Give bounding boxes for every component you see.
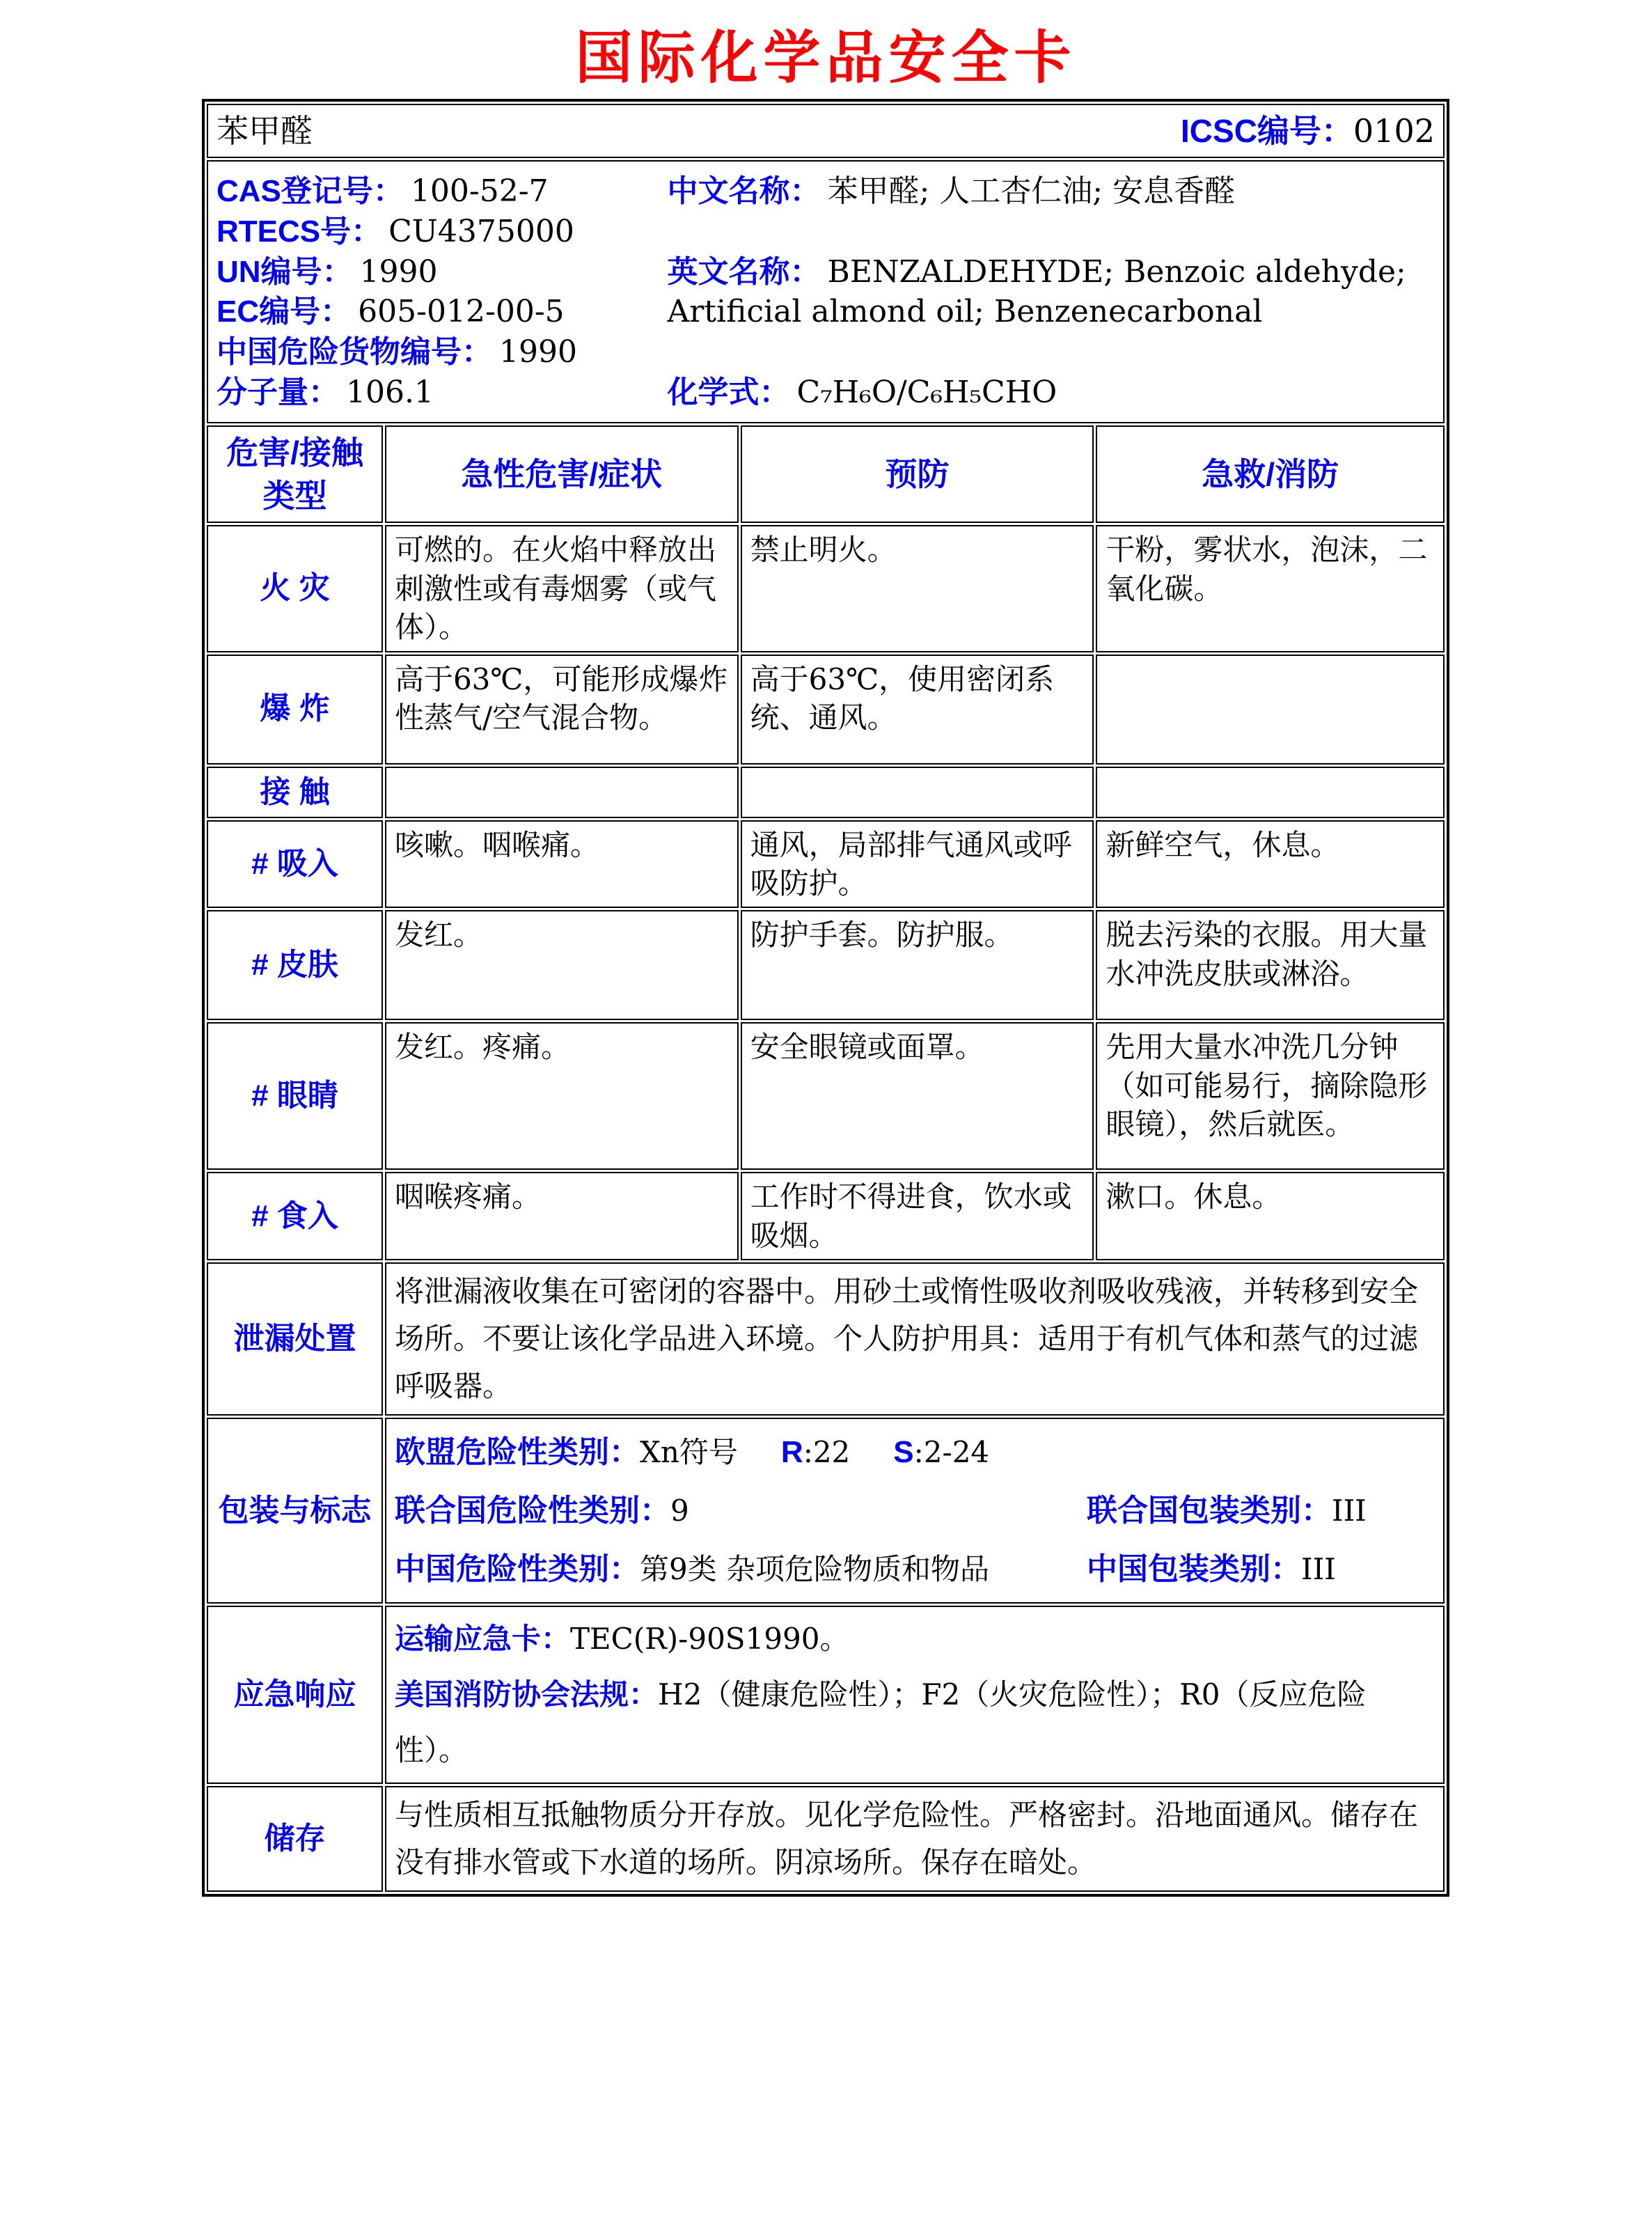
packaging-labelling-label: 包装与标志 bbox=[207, 1418, 383, 1604]
china-dangerous-goods-number-line bbox=[217, 332, 668, 372]
hazard-header-row bbox=[207, 425, 1445, 523]
packaging-labelling-content bbox=[385, 1418, 1445, 1604]
china-dangerous-goods-number-label: 中国危险货物编号： bbox=[217, 335, 492, 369]
name-cell bbox=[207, 104, 1445, 158]
spill-disposal-row bbox=[207, 1262, 1445, 1416]
icsc-number-value: 0102 bbox=[1353, 111, 1435, 150]
nfpa-code-label: 美国消防协会法规： bbox=[394, 1678, 658, 1711]
identification-columns bbox=[217, 171, 1435, 412]
chemical-formula-label: 化学式： bbox=[667, 375, 790, 409]
explosion-row-label: 爆 炸 bbox=[207, 655, 383, 765]
emergency-response-row bbox=[207, 1606, 1445, 1783]
un-hazard-class-value: 9 bbox=[670, 1494, 689, 1528]
header-prevention: 预防 bbox=[741, 425, 1094, 523]
page-title: 国际化学品安全卡 bbox=[575, 26, 1077, 90]
skin-prevention-cell: 防护手套。防护服。 bbox=[741, 910, 1094, 1020]
header-acute-hazards-symptoms: 急性危害/症状 bbox=[385, 425, 739, 523]
r-phrase-value: :22 bbox=[803, 1435, 851, 1470]
china-class-line bbox=[395, 1540, 1435, 1599]
icsc-card-table bbox=[202, 99, 1449, 1897]
name-flex bbox=[217, 110, 1435, 152]
nfpa-code-line bbox=[395, 1667, 1435, 1778]
explosion-symptoms-cell: 高于63℃，可能形成爆炸性蒸气/空气混合物。 bbox=[385, 655, 739, 765]
china-packing-group bbox=[1087, 1540, 1435, 1599]
fire-firstaid-cell: 干粉，雾状水，泡沫，二氧化碳。 bbox=[1096, 525, 1445, 652]
eyes-prevention-cell: 安全眼镜或面罩。 bbox=[741, 1022, 1094, 1170]
inhalation-firstaid-cell: 新鲜空气，休息。 bbox=[1096, 820, 1445, 909]
rtecs-number-label: RTECS号： bbox=[217, 214, 382, 249]
hazard-row-eyes bbox=[207, 1022, 1445, 1170]
hazard-row-contact bbox=[207, 767, 1445, 818]
name-row bbox=[207, 104, 1445, 158]
rtecs-number-line bbox=[217, 212, 668, 251]
ingestion-firstaid-cell: 漱口。休息。 bbox=[1096, 1172, 1445, 1260]
ec-number-label: EC编号： bbox=[217, 295, 352, 329]
ingestion-prevention-cell: 工作时不得进食，饮水或吸烟。 bbox=[741, 1172, 1094, 1260]
fire-prevention-cell: 禁止明火。 bbox=[741, 525, 1094, 652]
skin-symptoms-cell: 发红。 bbox=[385, 910, 739, 1020]
identification-right-column bbox=[668, 171, 1435, 412]
storage-row bbox=[207, 1786, 1445, 1892]
ec-number-value: 605-012-00-5 bbox=[358, 294, 565, 330]
un-hazard-class-label: 联合国危险性类别： bbox=[394, 1494, 670, 1528]
chemical-formula-value: C₇H₆O/C₆H₅CHO bbox=[796, 374, 1057, 410]
substance-name: 苯甲醛 bbox=[217, 111, 313, 150]
rtecs-number-value: CU4375000 bbox=[388, 213, 574, 249]
header-firstaid-firefighting: 急救/消防 bbox=[1096, 425, 1445, 523]
s-phrase-value: :2-24 bbox=[913, 1435, 990, 1470]
skin-row-label: # 皮肤 bbox=[207, 910, 383, 1020]
storage-label: 储存 bbox=[207, 1786, 383, 1892]
hazard-row-fire bbox=[207, 525, 1445, 652]
hazard-row-skin bbox=[207, 910, 1445, 1020]
contact-firstaid-cell bbox=[1096, 767, 1445, 818]
transport-emergency-card-line bbox=[395, 1611, 1435, 1667]
china-hazard-class-group bbox=[395, 1540, 1087, 1599]
un-class-line bbox=[395, 1482, 1435, 1540]
un-packing-value: III bbox=[1332, 1494, 1367, 1528]
spill-disposal-label: 泄漏处置 bbox=[207, 1262, 383, 1416]
storage-text: 与性质相互抵触物质分开存放。见化学危险性。严格密封。沿地面通风。储存在没有排水管或下水道的场所。阴凉场所。保存在暗处。 bbox=[385, 1786, 1445, 1892]
un-packing-group bbox=[1087, 1482, 1435, 1540]
inhalation-row-label: # 吸入 bbox=[207, 820, 383, 909]
explosion-prevention-cell: 高于63℃，使用密闭系统、通风。 bbox=[741, 655, 1094, 765]
eu-hazard-class-value: Xn符号 bbox=[639, 1435, 738, 1470]
hazard-row-explosion bbox=[207, 655, 1445, 765]
contact-row-label: 接 触 bbox=[207, 767, 383, 818]
identification-left-column bbox=[217, 171, 668, 412]
english-name-value: BENZALDEHYDE; Benzoic aldehyde; Artificial almond oil; Benzenecarbonal bbox=[667, 253, 1406, 329]
china-packing-label: 中国包装类别： bbox=[1087, 1551, 1301, 1586]
nfpa-code-value: H2（健康危险性）；F2（火灾危险性）；R0（反应危险性）。 bbox=[394, 1677, 1367, 1767]
molecular-weight-line bbox=[217, 373, 668, 412]
ingestion-row-label: # 食入 bbox=[207, 1172, 383, 1260]
china-packing-value: III bbox=[1301, 1551, 1336, 1586]
transport-emergency-card-value: TEC(R)-90S1990。 bbox=[569, 1622, 849, 1656]
inhalation-symptoms-cell: 咳嗽。咽喉痛。 bbox=[385, 820, 739, 909]
english-name-label: 英文名称： bbox=[667, 254, 821, 289]
china-hazard-class-label: 中国危险性类别： bbox=[394, 1551, 640, 1586]
contact-symptoms-cell bbox=[385, 767, 739, 818]
molecular-weight-value: 106.1 bbox=[346, 374, 434, 410]
header-hazard-exposure-type: 危害/接触类型 bbox=[207, 425, 383, 523]
fire-symptoms-cell: 可燃的。在火焰中释放出刺激性或有毒烟雾（或气体）。 bbox=[385, 525, 739, 652]
r-phrase-label: R bbox=[780, 1435, 803, 1470]
molecular-weight-label: 分子量： bbox=[217, 375, 339, 409]
ec-number-line bbox=[217, 292, 668, 331]
english-name-line bbox=[668, 252, 1435, 331]
china-hazard-class-value: 第9类 杂项危险物质和物品 bbox=[639, 1551, 990, 1586]
chemical-formula-line bbox=[668, 373, 1435, 412]
spill-disposal-text: 将泄漏液收集在可密闭的容器中。用砂土或惰性吸收剂吸收残液，并转移到安全场所。不要让该化学品进入环境。个人防护用具：适用于有机气体和蒸气的过滤呼吸器。 bbox=[385, 1262, 1445, 1416]
eyes-row-label: # 眼睛 bbox=[207, 1022, 383, 1170]
chinese-name-line bbox=[668, 171, 1435, 211]
un-number-label: UN编号： bbox=[217, 254, 353, 289]
identification-row bbox=[207, 160, 1445, 423]
cas-number-line bbox=[217, 171, 668, 211]
un-number-value: 1990 bbox=[359, 253, 438, 290]
eyes-symptoms-cell: 发红。疼痛。 bbox=[385, 1022, 739, 1170]
hazard-row-ingestion bbox=[207, 1172, 1445, 1260]
inhalation-prevention-cell: 通风，局部排气通风或呼吸防护。 bbox=[741, 820, 1094, 909]
icsc-number-label: ICSC编号： bbox=[1181, 112, 1353, 149]
eu-hazard-class-label: 欧盟危险性类别： bbox=[394, 1435, 640, 1470]
skin-firstaid-cell: 脱去污染的衣服。用大量水冲洗皮肤或淋浴。 bbox=[1096, 910, 1445, 1020]
cas-number-label: CAS登记号： bbox=[217, 174, 404, 208]
cas-number-value: 100-52-7 bbox=[410, 173, 549, 209]
un-packing-label: 联合国包装类别： bbox=[1087, 1494, 1332, 1528]
identification-cell bbox=[207, 160, 1445, 423]
un-number-line bbox=[217, 252, 668, 292]
explosion-firstaid-cell bbox=[1096, 655, 1445, 765]
ingestion-symptoms-cell: 咽喉疼痛。 bbox=[385, 1172, 739, 1260]
s-phrase-label: S bbox=[893, 1435, 914, 1470]
china-dangerous-goods-number-value: 1990 bbox=[499, 334, 577, 370]
transport-emergency-card-label: 运输应急卡： bbox=[394, 1622, 570, 1656]
fire-row-label: 火 灾 bbox=[207, 525, 383, 652]
contact-prevention-cell bbox=[741, 767, 1094, 818]
packaging-labelling-row bbox=[207, 1418, 1445, 1604]
eu-hazard-class-line bbox=[395, 1423, 1435, 1482]
emergency-response-label: 应急响应 bbox=[207, 1606, 383, 1783]
hazard-row-inhalation bbox=[207, 820, 1445, 909]
emergency-response-content bbox=[385, 1606, 1445, 1783]
chinese-name-value: 苯甲醛; 人工杏仁油; 安息香醛 bbox=[827, 173, 1236, 209]
icsc-number-group bbox=[1181, 110, 1435, 152]
un-hazard-class-group bbox=[395, 1482, 1087, 1540]
chinese-name-label: 中文名称： bbox=[667, 174, 821, 208]
eyes-firstaid-cell: 先用大量水冲洗几分钟（如可能易行，摘除隐形眼镜），然后就医。 bbox=[1096, 1022, 1445, 1170]
